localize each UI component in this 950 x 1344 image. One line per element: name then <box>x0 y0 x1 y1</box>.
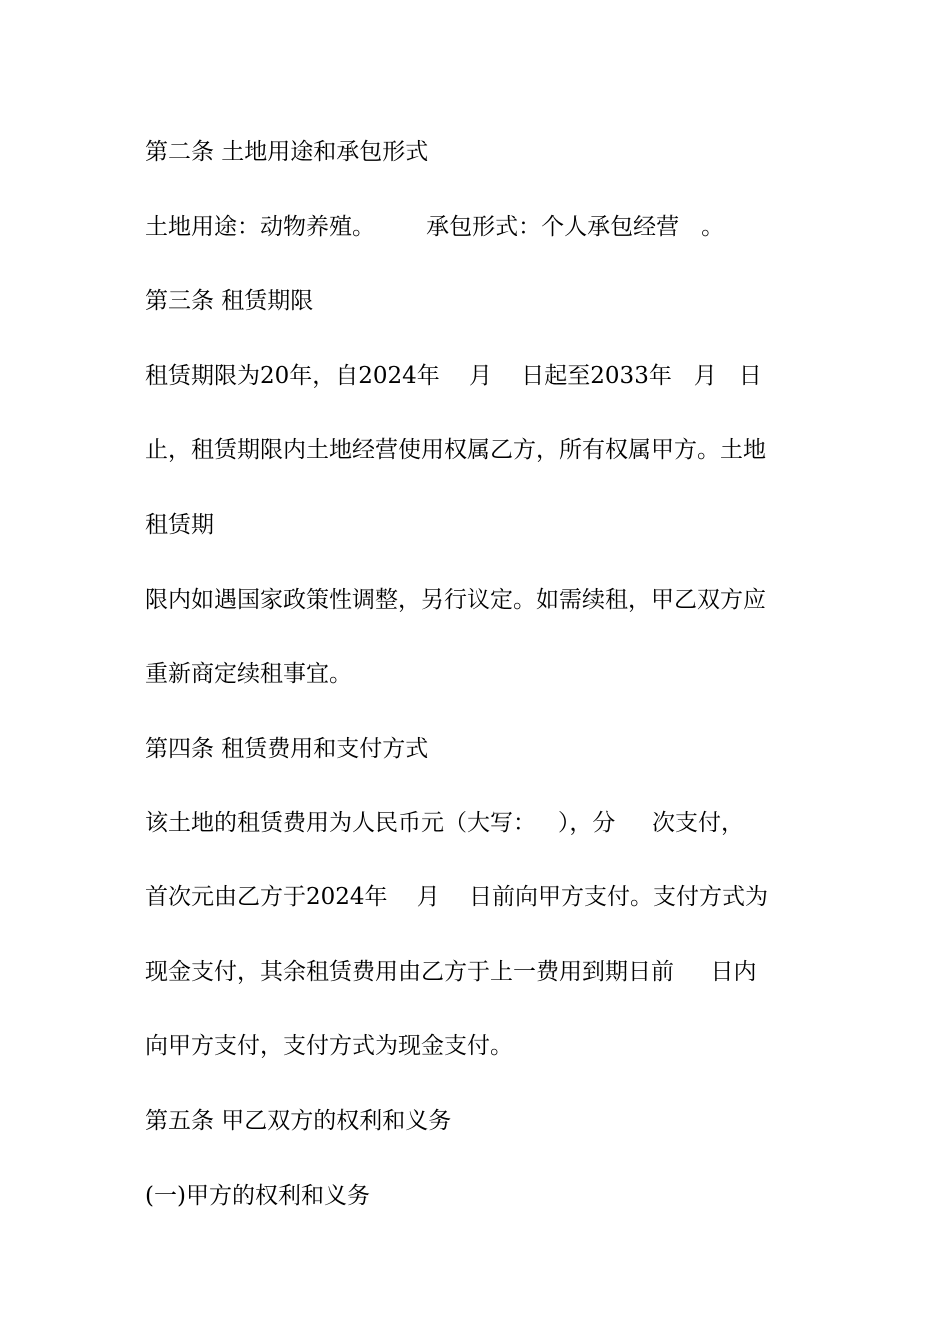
section-heading-article-3: 第三条 租赁期限 <box>145 288 314 314</box>
subsection-heading-party-a: (一)甲方的权利和义务 <box>145 1183 370 1209</box>
lease-fee-line-4: 向甲方支付，支付方式为现金支付。 <box>145 1033 513 1059</box>
lease-term-line-1: 租赁期限为20年，自2024年 月 日起至2033年 月 日 <box>145 363 762 389</box>
lease-fee-line-3: 现金支付，其余租赁费用由乙方于上一费用到期日前 日内 <box>145 959 757 985</box>
lease-term-line-4: 限内如遇国家政策性调整，另行议定。如需续租，甲乙双方应 <box>145 587 766 613</box>
section-heading-article-2: 第二条 土地用途和承包形式 <box>145 139 429 165</box>
land-use-and-contract-form: 土地用途：动物养殖。 承包形式：个人承包经营 。 <box>145 214 725 240</box>
lease-term-line-2: 止，租赁期限内土地经营使用权属乙方，所有权属甲方。土地 <box>145 437 766 463</box>
lease-term-line-3: 租赁期 <box>145 512 214 538</box>
section-heading-article-4: 第四条 租赁费用和支付方式 <box>145 736 429 762</box>
lease-fee-line-1: 该土地的租赁费用为人民币元（大写： ），分 次支付， <box>145 810 744 836</box>
section-heading-article-5: 第五条 甲乙双方的权利和义务 <box>145 1108 452 1134</box>
lease-term-line-5: 重新商定续租事宜。 <box>145 661 352 687</box>
lease-fee-line-2: 首次元由乙方于2024年 月 日前向甲方支付。支付方式为 <box>145 884 769 910</box>
